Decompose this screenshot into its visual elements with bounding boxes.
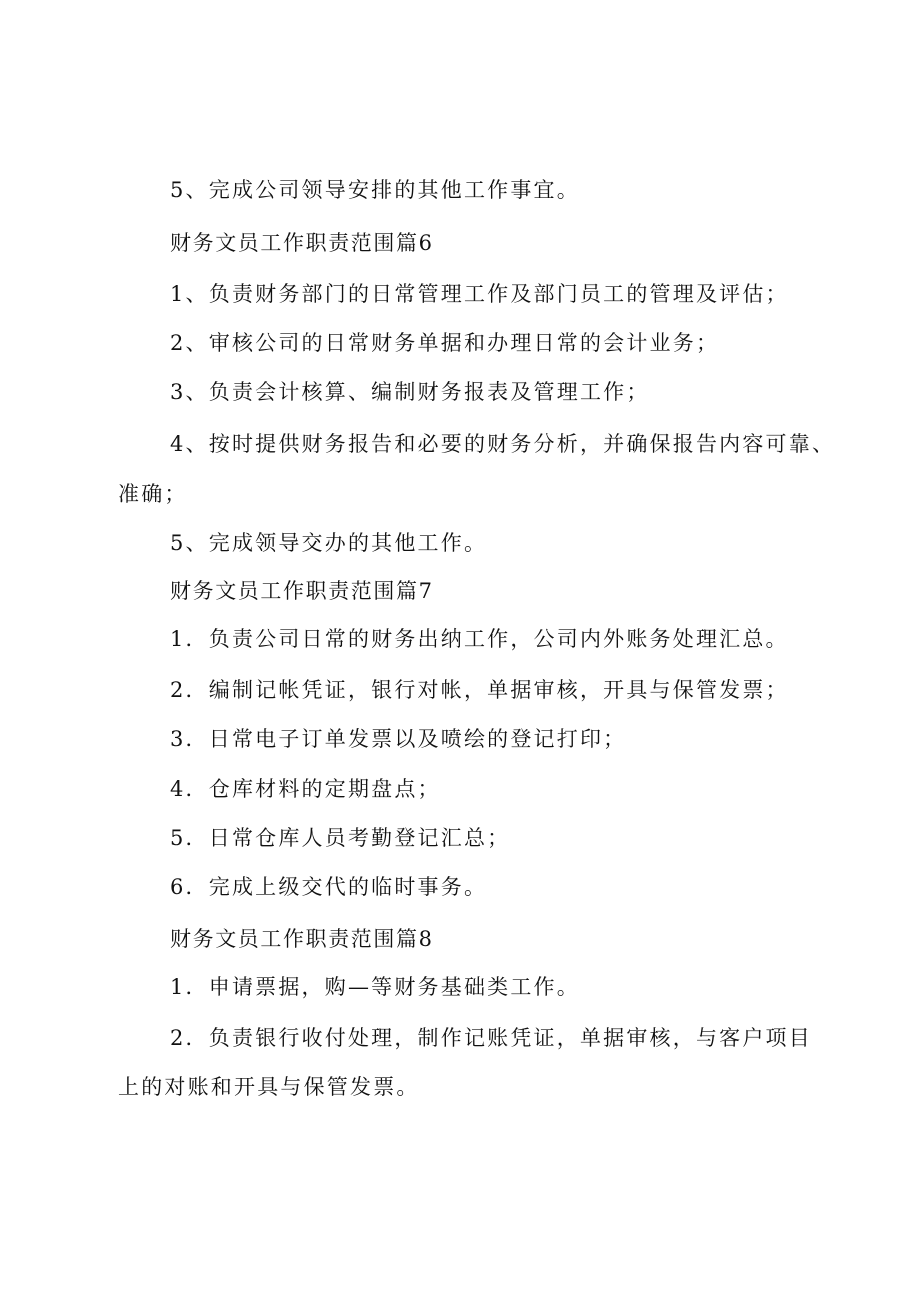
section-heading: 财务文员工作职责范围篇7	[170, 579, 434, 603]
paragraph-line: 1．申请票据，购—等财务基础类工作。	[170, 975, 580, 999]
paragraph-line: 1、负责财务部门的日常管理工作及部门员工的管理及评估；	[170, 282, 789, 306]
paragraph-line: 6．完成上级交代的临时事务。	[170, 875, 488, 899]
paragraph-line: 2．负责银行收付处理，制作记账凭证，单据审核，与客户项目	[170, 1026, 812, 1050]
paragraph-line: 5、完成公司领导安排的其他工作事宜。	[170, 178, 580, 202]
section-heading: 财务文员工作职责范围篇6	[170, 231, 434, 255]
paragraph-line: 1．负责公司日常的财务出纳工作，公司内外账务处理汇总。	[170, 627, 789, 651]
paragraph-line: 3．日常电子订单发票以及喷绘的登记打印；	[170, 727, 627, 751]
paragraph-line: 2．编制记帐凭证，银行对帐，单据审核，开具与保管发票；	[170, 678, 789, 702]
paragraph-line: 5、完成领导交办的其他工作。	[170, 531, 488, 555]
paragraph-line: 4、按时提供财务报告和必要的财务分析，并确保报告内容可靠、	[170, 432, 836, 456]
section-heading: 财务文员工作职责范围篇8	[170, 927, 434, 951]
paragraph-line-continuation: 准确；	[118, 482, 188, 506]
paragraph-line: 4．仓库材料的定期盘点；	[170, 777, 441, 801]
paragraph-line-continuation: 上的对账和开具与保管发票。	[118, 1075, 420, 1099]
paragraph-line: 2、审核公司的日常财务单据和办理日常的会计业务；	[170, 331, 720, 355]
paragraph-line: 5．日常仓库人员考勤登记汇总；	[170, 826, 511, 850]
paragraph-line: 3、负责会计核算、编制财务报表及管理工作；	[170, 380, 650, 404]
